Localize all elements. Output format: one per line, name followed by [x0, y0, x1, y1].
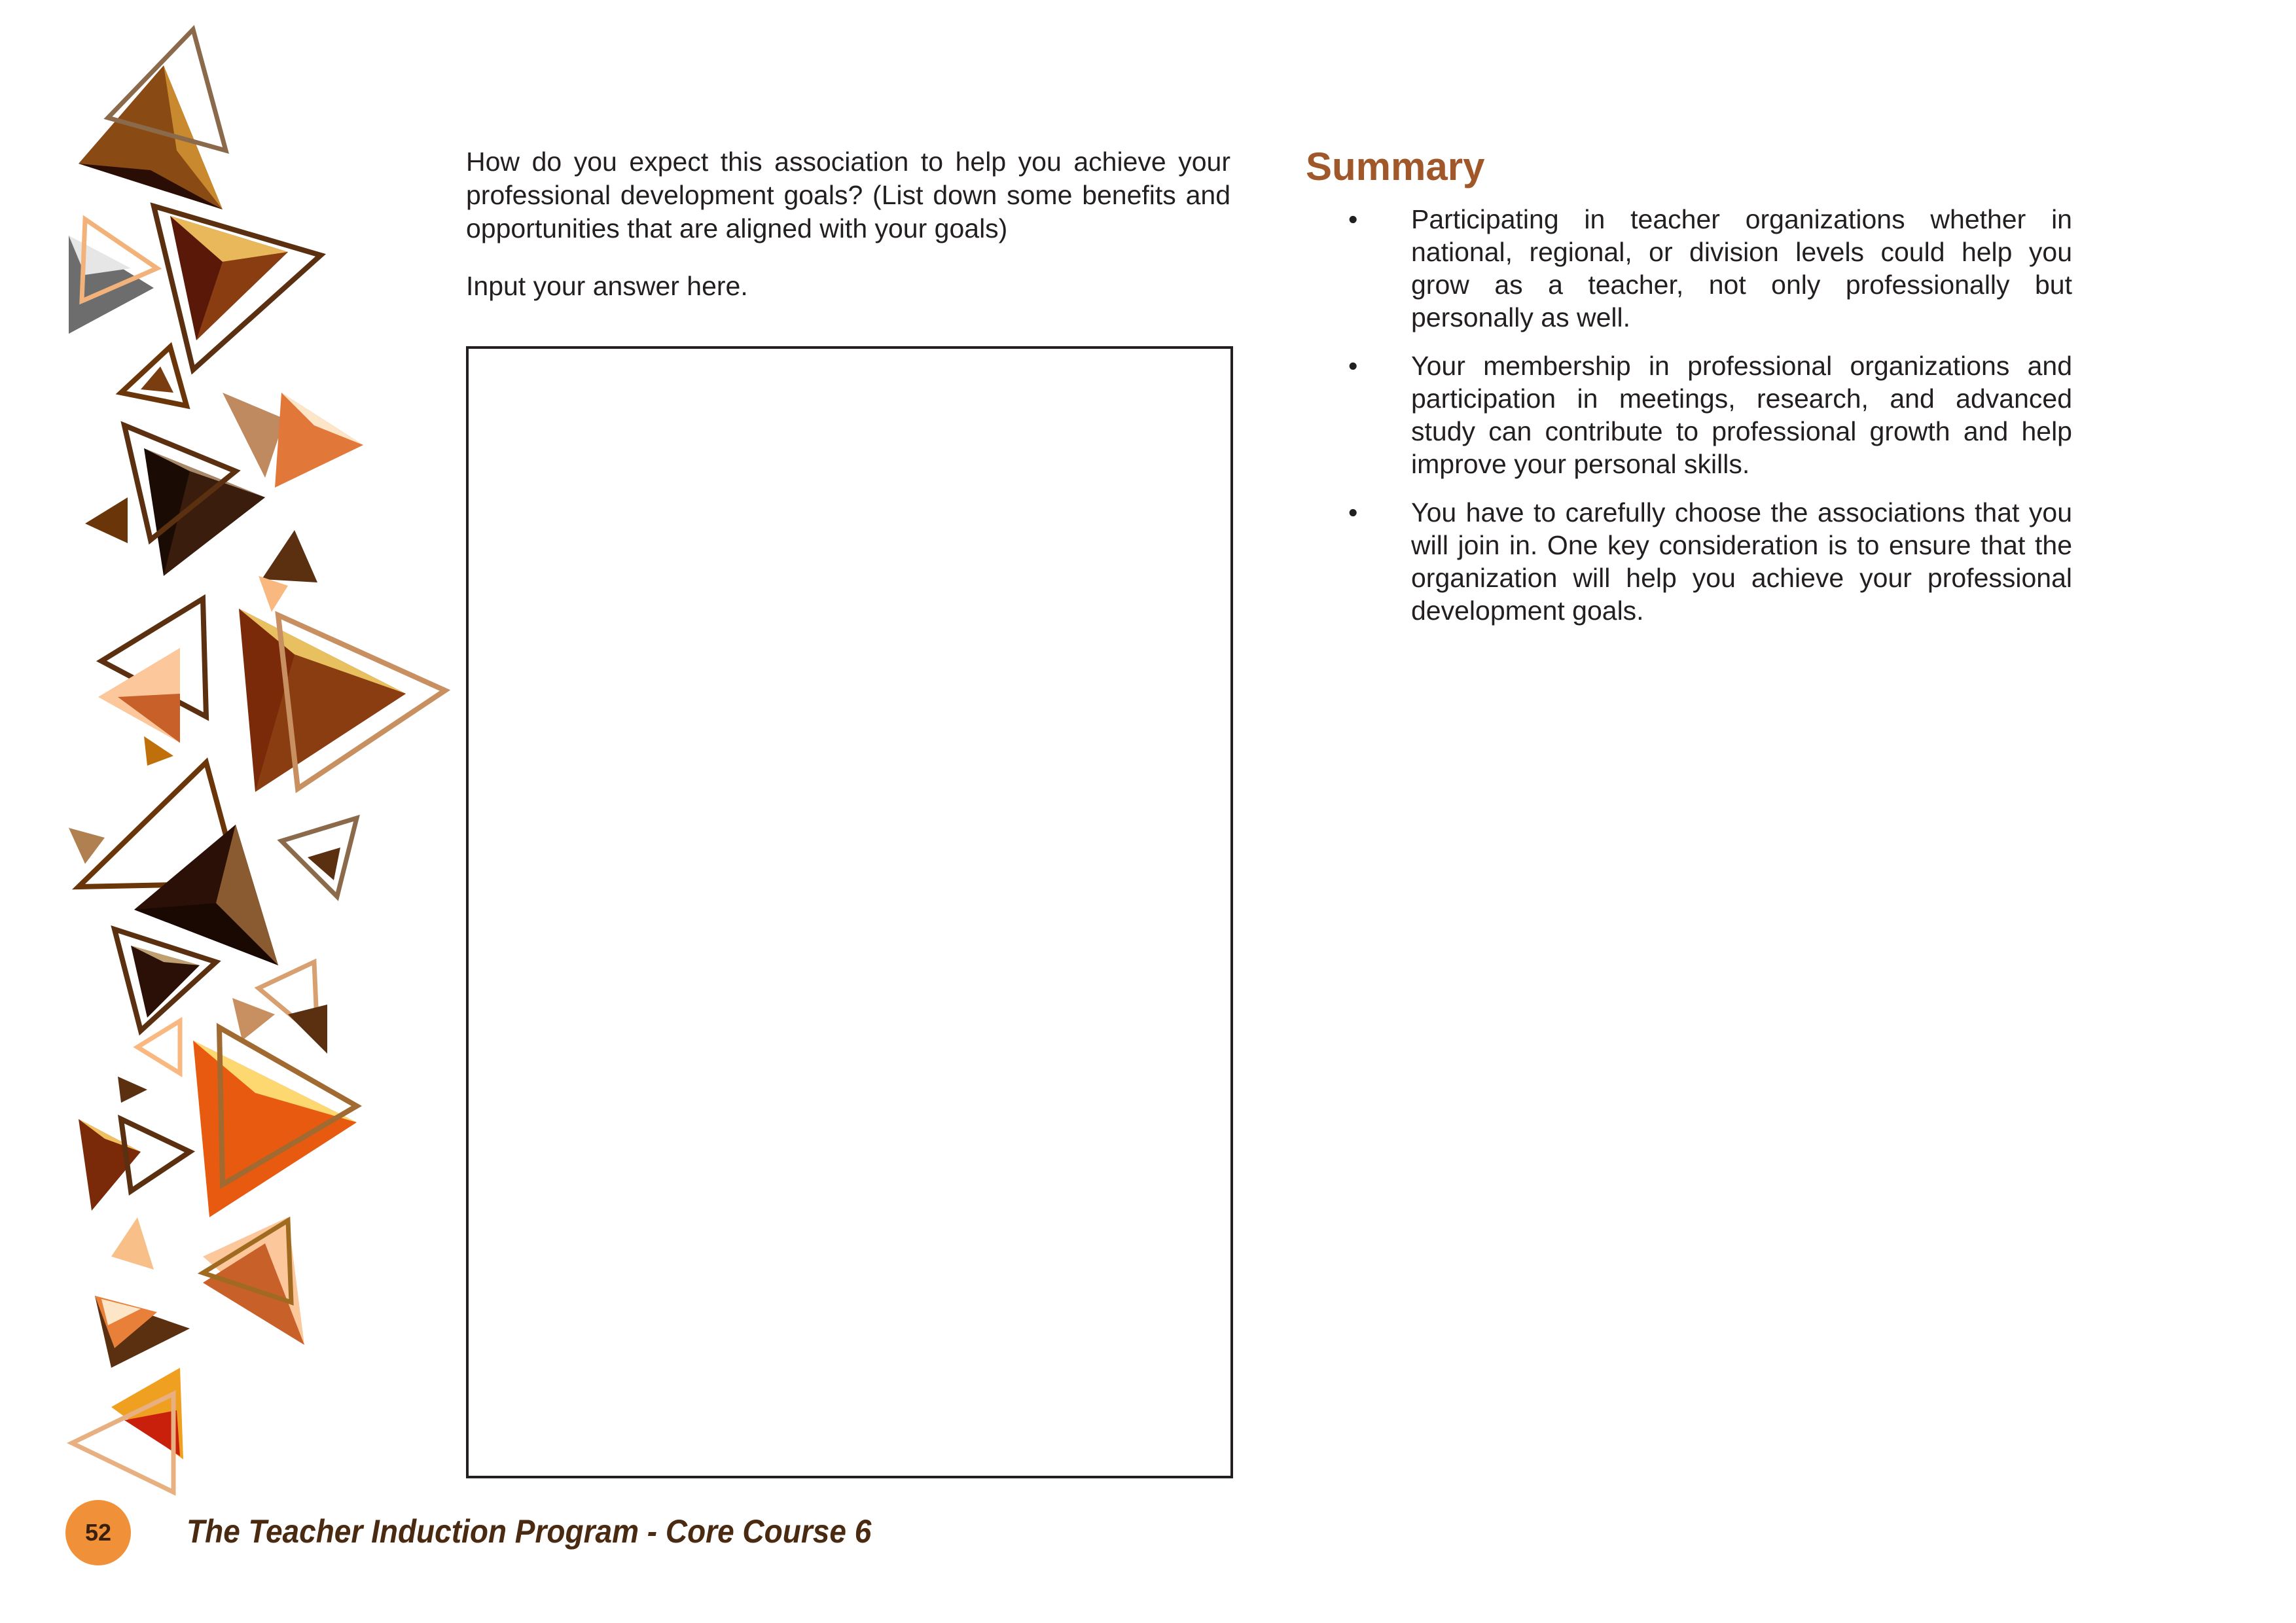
answer-instruction: Input your answer here. [466, 271, 748, 301]
bullet-icon: • [1348, 204, 1358, 234]
page-number-badge [65, 1500, 131, 1565]
answer-input-box[interactable] [466, 346, 1233, 1478]
question-text: How do you expect this association to help you achieve your professional development goals? (List down some benefits and opportunities that are aligned with your goals) [466, 147, 1230, 243]
summary-item [1348, 349, 2072, 480]
summary-item [1348, 203, 2072, 334]
summary-heading: Summary [1306, 145, 1485, 188]
summary-item [1348, 496, 2072, 627]
summary-item-text: You have to carefully choose the associations that you will join in. One key consideration is to ensure that the organization will help you achieve your professional development goals. [1411, 497, 2072, 626]
summary-item-text: Participating in teacher organizations whether in national, regional, or division levels could help you grow as a teacher, not only professionally but personally as well. [1411, 204, 2072, 332]
summary-list [1348, 203, 2072, 643]
summary-item-text: Your membership in professional organizations and participation in meetings, research, and advanced study can contribute to professional growth and help improve your personal skills. [1411, 351, 2072, 479]
bullet-icon: • [1348, 351, 1358, 381]
bullet-icon: • [1348, 497, 1358, 527]
footer-title: The Teacher Induction Program - Core Course 6 [187, 1513, 872, 1550]
page-number: 52 [84, 1519, 112, 1546]
decorative-triangles [0, 0, 471, 1544]
